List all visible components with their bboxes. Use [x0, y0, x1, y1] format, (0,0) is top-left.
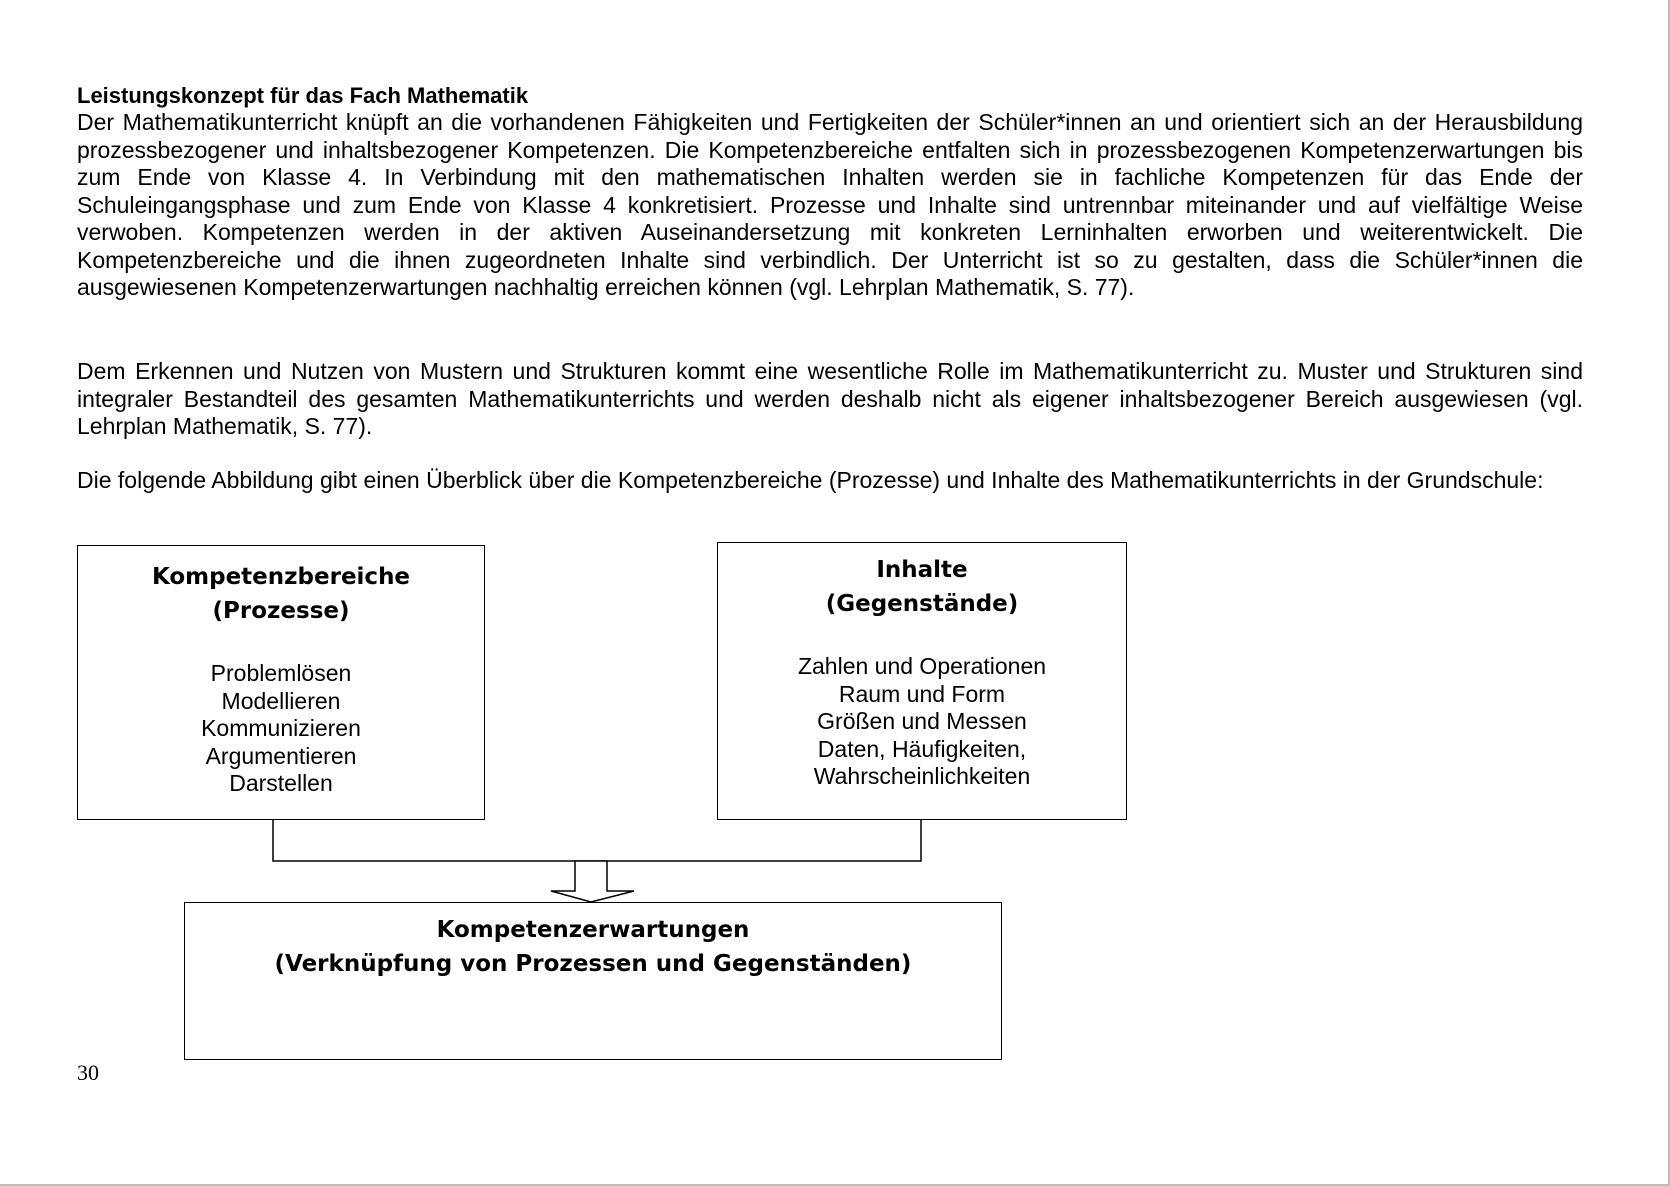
- list-item: Darstellen: [229, 770, 333, 796]
- list-item: Daten, Häufigkeiten,: [817, 735, 1027, 762]
- connector-line: [273, 820, 921, 861]
- list-item: Größen und Messen: [817, 708, 1027, 734]
- process-list: [78, 660, 484, 798]
- box-inhalte: [717, 542, 1127, 820]
- paragraph-intro: Der Mathematikunterricht knüpft an die vorhandenen Fähigkeiten und Fertigkeiten der Schüler*innen an und orientiert sich an der Herausbildung prozessbezogener und inhaltsbezogener Kompetenzen. Die Kompetenzbereiche entfalten sich in prozessbezogenen Kompetenzerwartungen bis zum Ende von Klasse 4. In Verbindung mit den mathematischen Inhalten werden sie in fachliche Kompetenzen für das Ende der Schuleingangsphase und zum Ende von Klasse 4 konkretisiert. Prozesse und Inhalte sind untrennbar miteinander und auf vielfältige Weise verwoben. Kompetenzen werden in der aktiven Auseinandersetzung mit konkreten Lerninhalten erworben und weiterentwickelt. Die Kompetenzbereiche und die ihnen zugeordneten Inhalte sind verbindlich. Der Unterricht ist so zu gestalten, dass die Schüler*innen die ausgewiesenen Kompetenzerwartungen nachhaltig erreichen können (vgl. Lehrplan Mathematik, S. 77).: [77, 109, 1583, 300]
- list-item: Zahlen und Operationen: [797, 653, 1047, 679]
- arrow-down-icon: [551, 861, 634, 902]
- box-kompetenzbereiche: [77, 545, 485, 820]
- list-item: Modellieren: [221, 687, 341, 714]
- list-item: Argumentieren: [205, 742, 357, 769]
- box-bottom-title: Kompetenzerwartungen (Verknüpfung von Prozessen und Gegenständen): [274, 917, 912, 977]
- box-right-title: Inhalte (Gegenstände): [825, 557, 1019, 617]
- box-kompetenzerwartungen: [184, 902, 1002, 1060]
- list-item: Problemlösen: [210, 660, 352, 686]
- paragraph-patterns: Dem Erkennen und Nutzen von Mustern und Strukturen kommt eine wesentliche Rolle im Mathematikunterricht zu. Muster und Strukturen sind integraler Bestandteil des gesamten Mathematikunterrichts und werden deshalb nicht als eigener inhaltsbezogener Bereich ausgewiesen (vgl. Lehrplan Mathematik, S. 77).: [77, 358, 1583, 439]
- list-item: Raum und Form: [838, 680, 1006, 707]
- list-item: Kommunizieren: [201, 715, 361, 741]
- content-list: [718, 653, 1126, 791]
- box-left-title: Kompetenzbereiche (Prozesse): [151, 564, 411, 624]
- page-number: 30: [77, 1060, 99, 1085]
- list-item: Wahrscheinlichkeiten: [813, 763, 1031, 789]
- paragraph-figure-intro: Die folgende Abbildung gibt einen Überblick über die Kompetenzbereiche (Prozesse) und Inhalte des Mathematikunterrichts in der Grundschule:: [77, 467, 1544, 493]
- section-heading: Leistungskonzept für das Fach Mathematik: [77, 83, 529, 108]
